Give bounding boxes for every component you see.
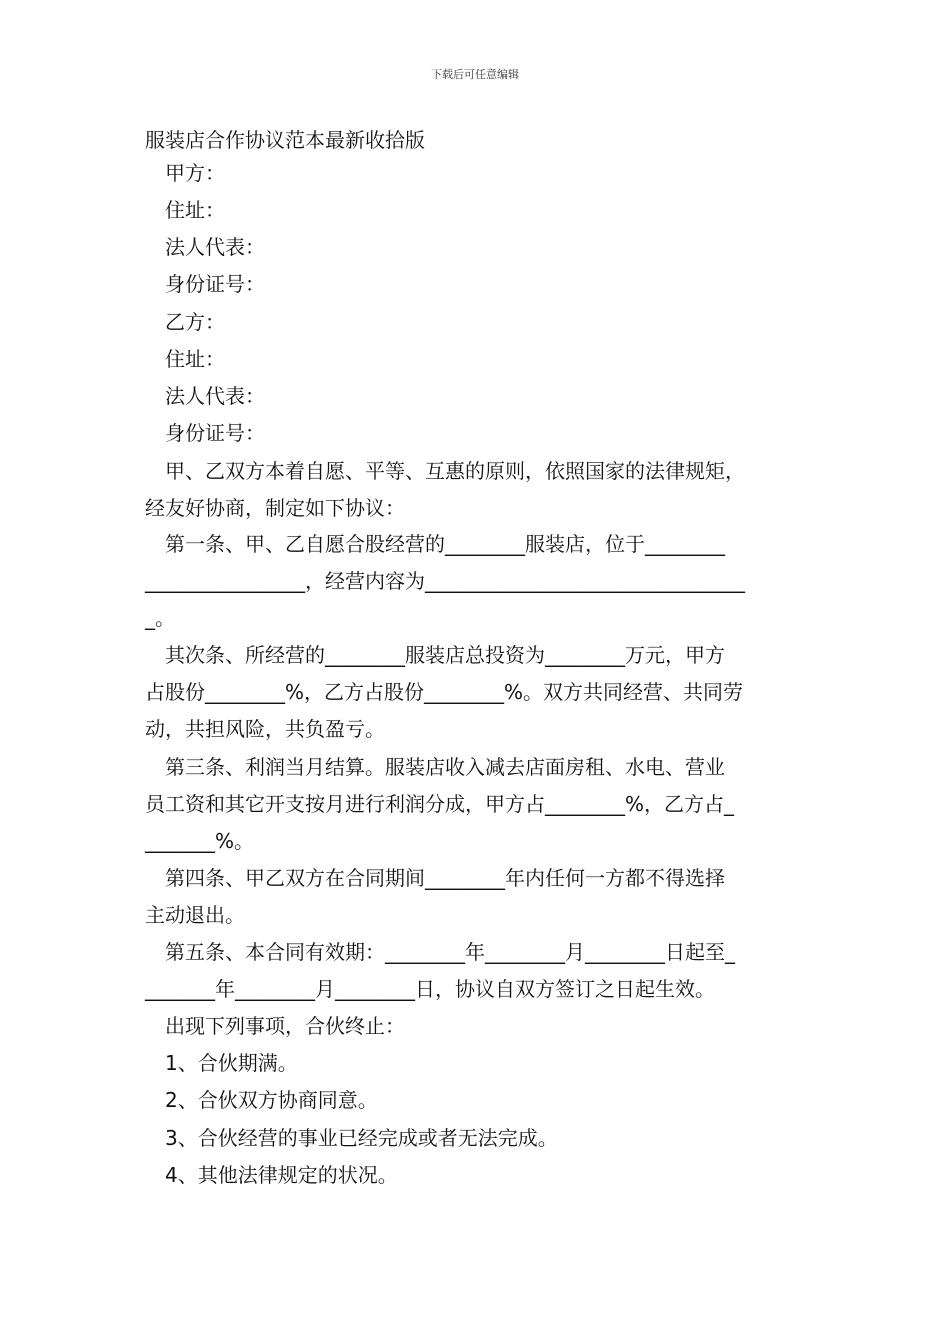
article5-line: _______年________月________日，协议自双方签订之日起生效。 [145, 977, 715, 1001]
article2-line: 其次条、所经营的________服装店总投资为________万元，甲方 [165, 643, 725, 667]
article3-line: 员工资和其它开支按月进行利润分成，甲方占________%，乙方占_ [145, 792, 735, 816]
termination-item: 1、合伙期满。 [165, 1051, 298, 1075]
article1-line: _。 [145, 606, 175, 630]
party-b-id-no: 身份证号： [165, 421, 265, 445]
preamble-line: 甲、乙双方本着自愿、平等、互惠的原则，依照国家的法律规矩， [165, 459, 745, 483]
article2-line: 占股份________%，乙方占股份________%。双方共同经营、共同劳 [145, 680, 744, 704]
article1-line: 第一条、甲、乙自愿合股经营的________服装店，位于________ [165, 532, 725, 556]
preamble-line: 经友好协商，制定如下协议： [145, 496, 405, 520]
article5-line: 第五条、本合同有效期：________年________月________日起至_ [165, 940, 735, 964]
party-b-legal-rep: 法人代表： [165, 384, 265, 408]
article4-line: 主动退出。 [145, 903, 245, 927]
party-a-legal-rep: 法人代表： [165, 235, 265, 259]
page-header: 下载后可任意编辑 [431, 68, 519, 81]
party-a-address: 住址： [165, 198, 225, 222]
termination-item: 3、合伙经营的事业已经完成或者无法完成。 [165, 1126, 558, 1150]
party-a-id-no: 身份证号： [165, 272, 265, 296]
termination-intro: 出现下列事项，合伙终止： [165, 1014, 405, 1038]
article4-line: 第四条、甲乙双方在合同期间________年内任何一方都不得选择 [165, 866, 725, 890]
party-b-address: 住址： [165, 347, 225, 371]
article3-line: _______%。 [145, 829, 255, 853]
termination-item: 4、其他法律规定的状况。 [165, 1163, 398, 1187]
article2-line: 动，共担风险，共负盈亏。 [145, 717, 385, 741]
article3-line: 第三条、利润当月结算。服装店收入减去店面房租、水电、营业 [165, 755, 725, 779]
party-b-label: 乙方： [165, 310, 225, 334]
party-a-label: 甲方： [165, 161, 225, 185]
article1-line: ________________，经营内容为________________________________ [145, 569, 745, 593]
termination-item: 2、合伙双方协商同意。 [165, 1088, 378, 1112]
document-title: 服装店合作协议范本最新收拾版 [145, 128, 425, 152]
